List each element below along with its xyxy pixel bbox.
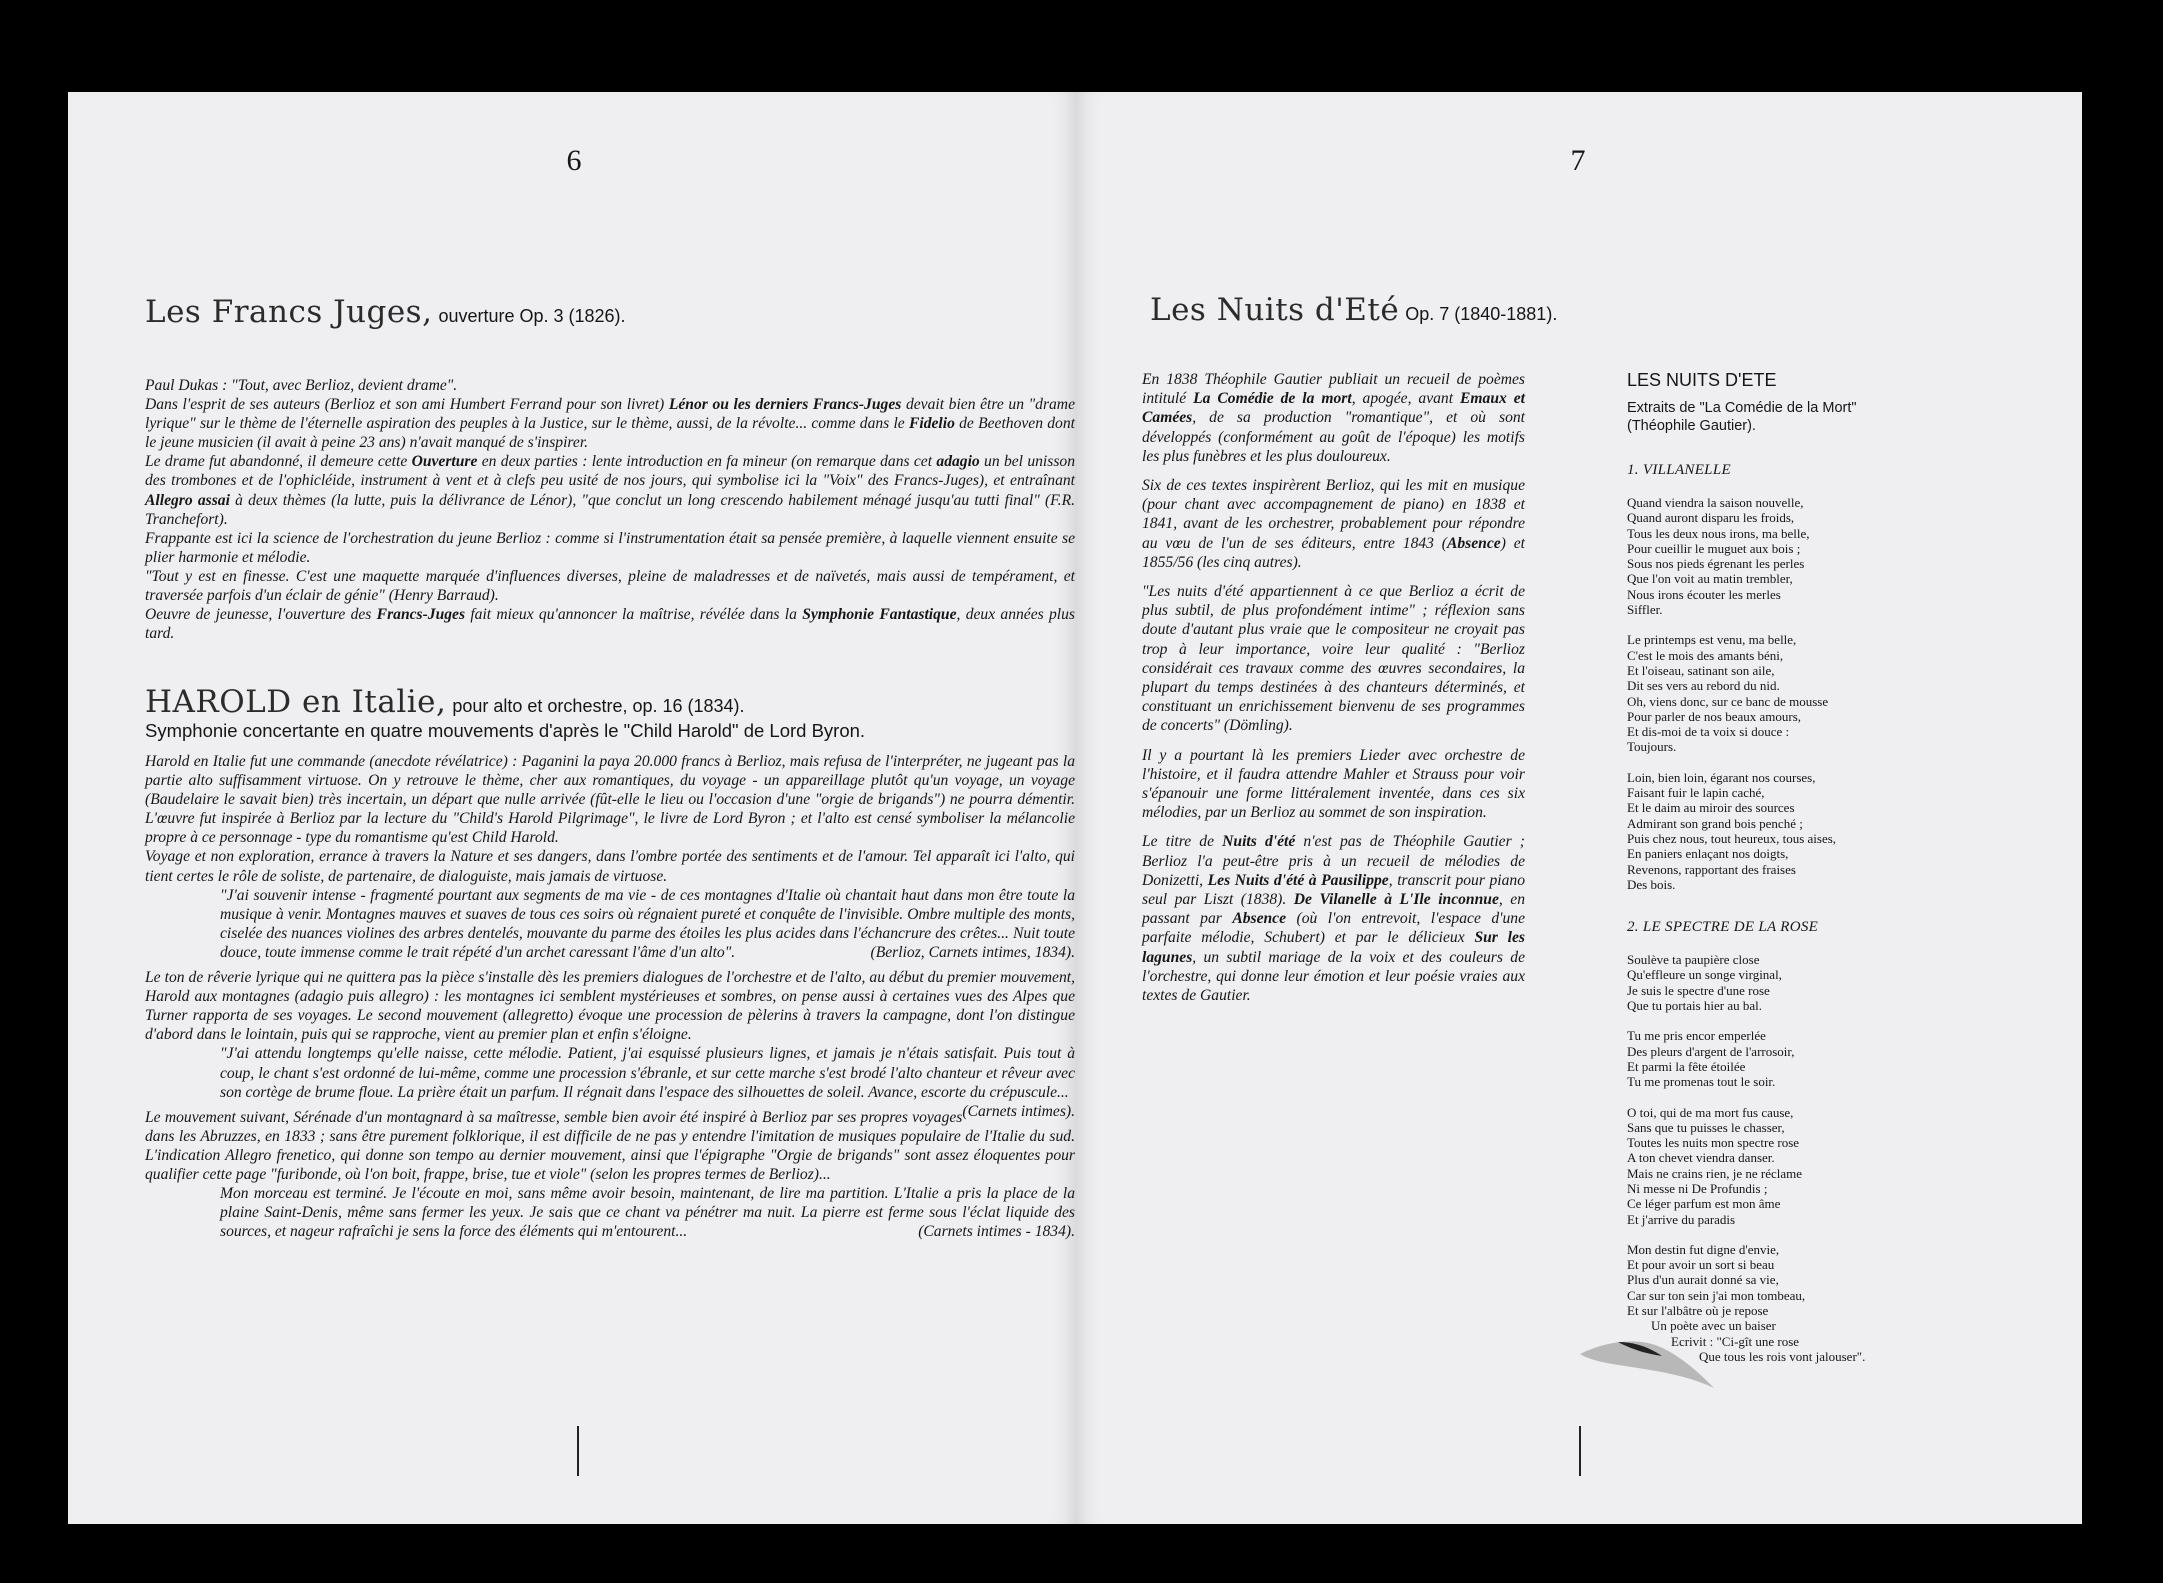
poem-line: Sans que tu puisses le chasser, [1627, 1119, 1785, 1135]
paragraph: Voyage et non exploration, errance à travers la Nature et ses dangers, dans l'ombre portée des sentiments et de l'amour. Tel apparaît ici l'alto, qui tient certes le rôle de soliste, de partenaire, de dialoguiste, mais jamais de virtuose. [145, 848, 1075, 885]
poem-line: Tu me pris encor emperlée [1627, 1028, 1766, 1044]
harold-subtitle: pour alto et orchestre, op. 16 (1834). [452, 696, 745, 716]
poem-line: Admirant son grand bois penché ; [1627, 815, 1803, 831]
paragraph: Frappante est ici la science de l'orchestration du jeune Berlioz : comme si l'instrumentation était sa pensée première, à laquelle viennent ensuite se plier harmonie et mélodie. [145, 529, 1075, 566]
paragraph: Paul Dukas : "Tout, avec Berlioz, devient drame". [145, 377, 458, 394]
poem-line: Et l'oiseau, satinant son aile, [1627, 662, 1775, 678]
poem-line: Et j'arrive du paradis [1627, 1211, 1736, 1227]
stanza [1627, 952, 1967, 1013]
paragraph: Harold en Italie fut une commande (anecdote révélatrice) : Paganini la paya 20.000 francs à Berlioz, mais refusa de l'interpréter, ne jugeant pas la partie alto suffisamment virtuose. On y retrouve le thème, cher aux romantiques, du voyage - un appareillage plutôt qu'un voyage, un voyage (Baudelaire le savait bien) très incertain, un départ que nulle arrivée (fût-elle le lieu ou l'occasion d'une "orgie de brigands") ne pourra démentir. L'œuvre fut inspirée à Berlioz par la lecture du "Child's Harold Pilgrimage", le livre de Lord Byron ; et l'alto est censé symboliser la mélancolie propre à ce personnage - type du romantisme qu'est Child Harold. [145, 753, 1075, 847]
page-number-left: 6 [566, 144, 582, 177]
francs-juges-subtitle: ouverture Op. 3 (1826). [438, 306, 626, 326]
poem-line: Et pour avoir un sort si beau [1627, 1257, 1775, 1273]
paragraph: Le mouvement suivant, Sérénade d'un montagnard à sa maîtresse, semble bien avoir été inspiré à Berlioz par ses propres voyages dans les Abruzzes, en 1833 ; sans être purement folklorique, il est difficile de ne pas y entendre l'imitation de musiques populaire de l'Italie du sud. L'indication Allegro frenetico, qui donne son tempo au dernier mouvement, ainsi que l'épigraphe "Orgie de brigands" sont assez éloquentes pour qualifier cette page "furibonde, où l'on boit, frappe, brise, tue et viole" (selon les propres termes de Berlioz)... [145, 1108, 1075, 1183]
poem-line: Mon destin fut digne d'envie, [1627, 1241, 1780, 1257]
harold-title: HAROLD en Italie, [145, 684, 447, 720]
quote: "J'ai attendu longtemps qu'elle naisse, cette mélodie. Patient, j'ai esquissé plusieurs lignes, et jamais je n'étais satisfait. Puis tout à coup, le chant s'est ordonné de lui-même, comme une procession s'ébranle, et sur cette marche s'est brodé l'alto chanteur et rêveur avec son cortège de brume floue. La prière était un parfum. Il régnait dans l'espace des silhouettes de soleil. Avance, escorte du crépuscule... (Carnets intimes). [220, 1045, 1075, 1120]
poem-line: Plus d'un aurait donné sa vie, [1627, 1272, 1779, 1288]
poem-line: Puis chez nous, tout heureux, tous aises, [1627, 830, 1837, 846]
paragraph: Dans l'esprit de ses auteurs (Berlioz et son ami Humbert Ferrand pour son livret) Lénor ou les derniers Francs-Juges devait bien être un "drame lyrique" sur le thème de l'éternelle aspiration des peuples à la Justice, sur le thème, aussi, de la révolte... comme dans le Fidelio de Beethoven dont le jeune musicien (il avait à peine 23 ans) n'avait manqué de s'inspirer. [145, 396, 1075, 452]
poem-line: Faisant fuir le lapin caché, [1627, 785, 1765, 801]
villanelle-stanzas [1627, 495, 1967, 892]
poem-section-title: 1. VILLANELLE [1627, 462, 1731, 478]
poem-line: C'est le mois des amants béni, [1627, 647, 1784, 663]
harold-subheading: Symphonie concertante en quatre mouvements d'après le "Child Harold" de Lord Byron. [145, 720, 866, 741]
paragraph: "Tout y est en finesse. C'est une maquette marquée d'influences diverses, pleine de maladresses et de naïvetés, mais aussi de tempérament, et traversée parfois d'un éclair de génie" (Henry Barraud). [145, 567, 1075, 605]
poem-line: O toi, qui de ma mort fus cause, [1627, 1104, 1794, 1120]
poem-line: A ton chevet viendra danser. [1627, 1150, 1775, 1166]
nuits-subtitle: Op. 7 (1840-1881). [1405, 304, 1558, 324]
poem-line: Tu me promenas tout le soir. [1627, 1074, 1776, 1090]
harold-heading [145, 684, 745, 720]
stanza [1627, 770, 1967, 892]
poem-line: Que tu portais hier au bal. [1627, 998, 1763, 1014]
poem-line: Quand viendra la saison nouvelle, [1627, 495, 1804, 510]
paragraph: Le drame fut abandonné, il demeure cette Ouverture en deux parties : lente introduction en fa mineur (on remarque dans cet adagio un bel unisson des trombones et de l'ophicléide, instrument à vent et à clefs peu usité de nos jours, qui symbolise ici la "Voix" des Francs-Juges), et entraînant Allegro assai à deux thèmes (la lutte, puis la délivrance de Lénor), "que conclut un long crescendo habilement ménagé jusqu'au tutti final" (F.R. Tranchefort). [145, 453, 1075, 528]
footer-rule-left [577, 1426, 579, 1476]
francs-juges-heading [145, 294, 626, 330]
poem-line: Tous les deux nous irons, ma belle, [1627, 525, 1810, 541]
nuits-heading [1150, 292, 1557, 328]
poem-line: Le printemps est venu, ma belle, [1627, 632, 1797, 648]
poem-line: Loin, bien loin, égarant nos courses, [1627, 769, 1816, 785]
francs-juges-title: Les Francs Juges, [145, 294, 433, 330]
poem-line: Ecrivit : "Ci-gît une rose [1671, 1333, 1800, 1349]
poem-column [1627, 370, 1967, 1379]
poem-line: Dit ses vers au rebord du nid. [1627, 678, 1780, 694]
quote: Mon morceau est terminé. Je l'écoute en moi, sans même avoir besoin, maintenant, de lire ma partition. L'Italie a pris la place de la plaine Saint-Denis, même sans fermer les yeux. Je sais que ce chant va pénétrer ma nuit. La pierre est ferme sous l'éclat liquide des sources, et nageur rafraîchi je sens la force des éléments qui m'entourent... (Carnets intimes - 1834). [220, 1185, 1075, 1241]
paragraph: "Les nuits d'été appartiennent à ce que Berlioz a écrit de plus subtil, de plus profondément intime" ; réflexion sans doute d'autant plus vraie que le compositeur ne croyait pas trop à leur importance, voire leur qualité : "Berlioz considérait ces travaux comme des œuvres secondaires, la plupart du temps destinées à des chanteurs déterminés, et constituant un enrichissement bienvenu de ses programmes de concerts" (Dömling). [1142, 583, 1525, 735]
nuits-title: Les Nuits d'Eté [1150, 292, 1400, 328]
paragraph: Il y a pourtant là les premiers Lieder avec orchestre de l'histoire, et il faudra attendre Mahler et Strauss pour voir s'épanouir une forme littéralement inventée, dans ces six mélodies, par un Berlioz au sommet de son inspiration. [1142, 746, 1525, 822]
poem-line: Qu'effleure un songe virginal, [1627, 967, 1782, 983]
poem-line: Oh, viens donc, sur ce banc de mousse [1627, 693, 1829, 709]
harold-text [145, 752, 1075, 1241]
poem-title: LES NUITS D'ETE [1627, 370, 1777, 390]
paragraph: Six de ces textes inspirèrent Berlioz, qui les mit en musique (pour chant avec accompagnement de piano) en 1838 et 1841, avant de les orchestrer, probablement pour répondre au vœu de l'un de ses éditeurs, entre 1843 (Absence) et 1855/56 (les cinq autres). [1142, 477, 1525, 571]
stanza [1627, 1105, 1967, 1227]
quote: "J'ai souvenir intense - fragmenté pourtant aux segments de ma vie - de ces montagnes d'Italie où chantait haut dans mon être toute la musique à venir. Montagnes mauves et suaves de tous ces soirs où régnaient pureté et conquête de l'invisible. Ombre multiple des monts, ciselée des nuances violines des arbres dentelés, mouvante du parme des étoiles les plus acides dans l'échancrure des crêtes... Nuit toute douce, toute immense comme le trait répété d'un archet caressant l'âme d'un alto". (Berlioz, Carnets intimes, 1834). [220, 886, 1075, 961]
poem-source: Extraits de "La Comédie de la Mort" [1627, 400, 1857, 416]
paragraph: Le ton de rêverie lyrique qui ne quittera pas la pièce s'installe dès les premiers dialogues de l'orchestre et de l'alto, au début du premier mouvement, Harold aux montagnes (adagio puis allegro) : les montagnes ici semblent mystérieuses et sombres, on pense aussi à certaines vues des Alpes que Turner rapporta de ses voyages. Le second mouvement (allegretto) évoque une procession de pèlerins à travers la campagne, dont l'on distingue d'abord dans le lointain, puis qui se rapproche, vient au premier plan et enfin s'éloigne. [145, 969, 1075, 1044]
poem-section-title: 2. LE SPECTRE DE LA ROSE [1627, 919, 1819, 936]
poem-line: Et parmi la fête étoilée [1627, 1058, 1746, 1074]
poem-line: Revenons, rapportant des fraises [1627, 861, 1796, 877]
poem-line: Mais ne crains rien, je ne réclame [1627, 1165, 1803, 1181]
poem-line: Pour parler de nos beaux amours, [1627, 708, 1802, 724]
stanza [1627, 632, 1967, 754]
poem-line: Sous nos pieds égrenant les perles [1627, 556, 1805, 572]
poem-line: Et sur l'albâtre où je repose [1627, 1303, 1769, 1319]
poem-line: Des pleurs d'argent de l'arrosoir, [1627, 1043, 1795, 1059]
poem-line: Que l'on voit au matin trembler, [1627, 571, 1793, 587]
poem-line: Toujours. [1627, 739, 1677, 755]
left-page [68, 92, 1076, 1524]
poem-line: Et dis-moi de ta voix si douce : [1627, 724, 1790, 740]
poem-line: Un poète avec un baiser [1651, 1318, 1776, 1334]
paragraph: En 1838 Théophile Gautier publiait un recueil de poèmes intitulé La Comédie de la mort, apogée, avant Emaux et Camées, de sa production "romantique", et où sont développés (conformément au goût de l'époque) les motifs les plus funèbres et les plus douloureux. [1142, 371, 1526, 465]
poem-line: Des bois. [1627, 876, 1676, 892]
poem-line: Que tous les rois vont jalouser". [1699, 1348, 1866, 1364]
right-page [1076, 92, 2082, 1524]
page-number-right: 7 [1570, 144, 1586, 177]
poem-line: Toutes les nuits mon spectre rose [1627, 1135, 1800, 1151]
paragraph: Le titre de Nuits d'été n'est pas de Théophile Gautier ; Berlioz l'a peut-être pris à un recueil de mélodies de Donizetti, Les Nuits d'été à Pausilippe, transcrit pour piano seul par Liszt (1838). De Vilanelle à L'Ile inconnue, en passant par Absence (où l'on entrevoit, l'espace d'une parfaite mélodie, Schubert) et par le délicieux Sur les lagunes, un subtil mariage de la voix et des couleurs de l'orchestre, qui donne leur émotion et leur poésie vraies aux textes de Gautier. [1142, 833, 1526, 1005]
poem-author: (Théophile Gautier). [1627, 418, 1756, 434]
spectre-stanzas [1627, 952, 1967, 1364]
poem-line: En paniers enlaçant nos doigts, [1627, 846, 1789, 862]
feather-illustration [1578, 1336, 1718, 1396]
stanza [1627, 1028, 1967, 1089]
poem-line: Siffler. [1627, 602, 1663, 618]
poem-line: Pour cueillir le muguet aux bois ; [1627, 540, 1801, 556]
poem-line: Ce léger parfum est mon âme [1627, 1196, 1781, 1212]
poem-line: Car sur ton sein j'ai mon tombeau, [1627, 1287, 1806, 1303]
footer-rule-right [1579, 1426, 1581, 1476]
poem-line: Soulève ta paupière close [1627, 952, 1760, 968]
nuits-text [1142, 370, 1525, 1015]
poem-line: Ni messe ni De Profundis ; [1627, 1180, 1768, 1196]
poem-line: Quand auront disparu les froids, [1627, 510, 1795, 526]
poem-line: Je suis le spectre d'une rose [1627, 982, 1770, 998]
poem-line: Et le daim au miroir des sources [1627, 800, 1795, 816]
poem-line: Nous irons écouter les merles [1627, 586, 1781, 602]
stanza [1627, 495, 1967, 617]
paragraph: Oeuvre de jeunesse, l'ouverture des Francs-Juges fait mieux qu'annoncer la maîtrise, révélée dans la Symphonie Fantastique, deux années plus tard. [145, 606, 1075, 643]
francs-juges-text [145, 376, 1075, 643]
